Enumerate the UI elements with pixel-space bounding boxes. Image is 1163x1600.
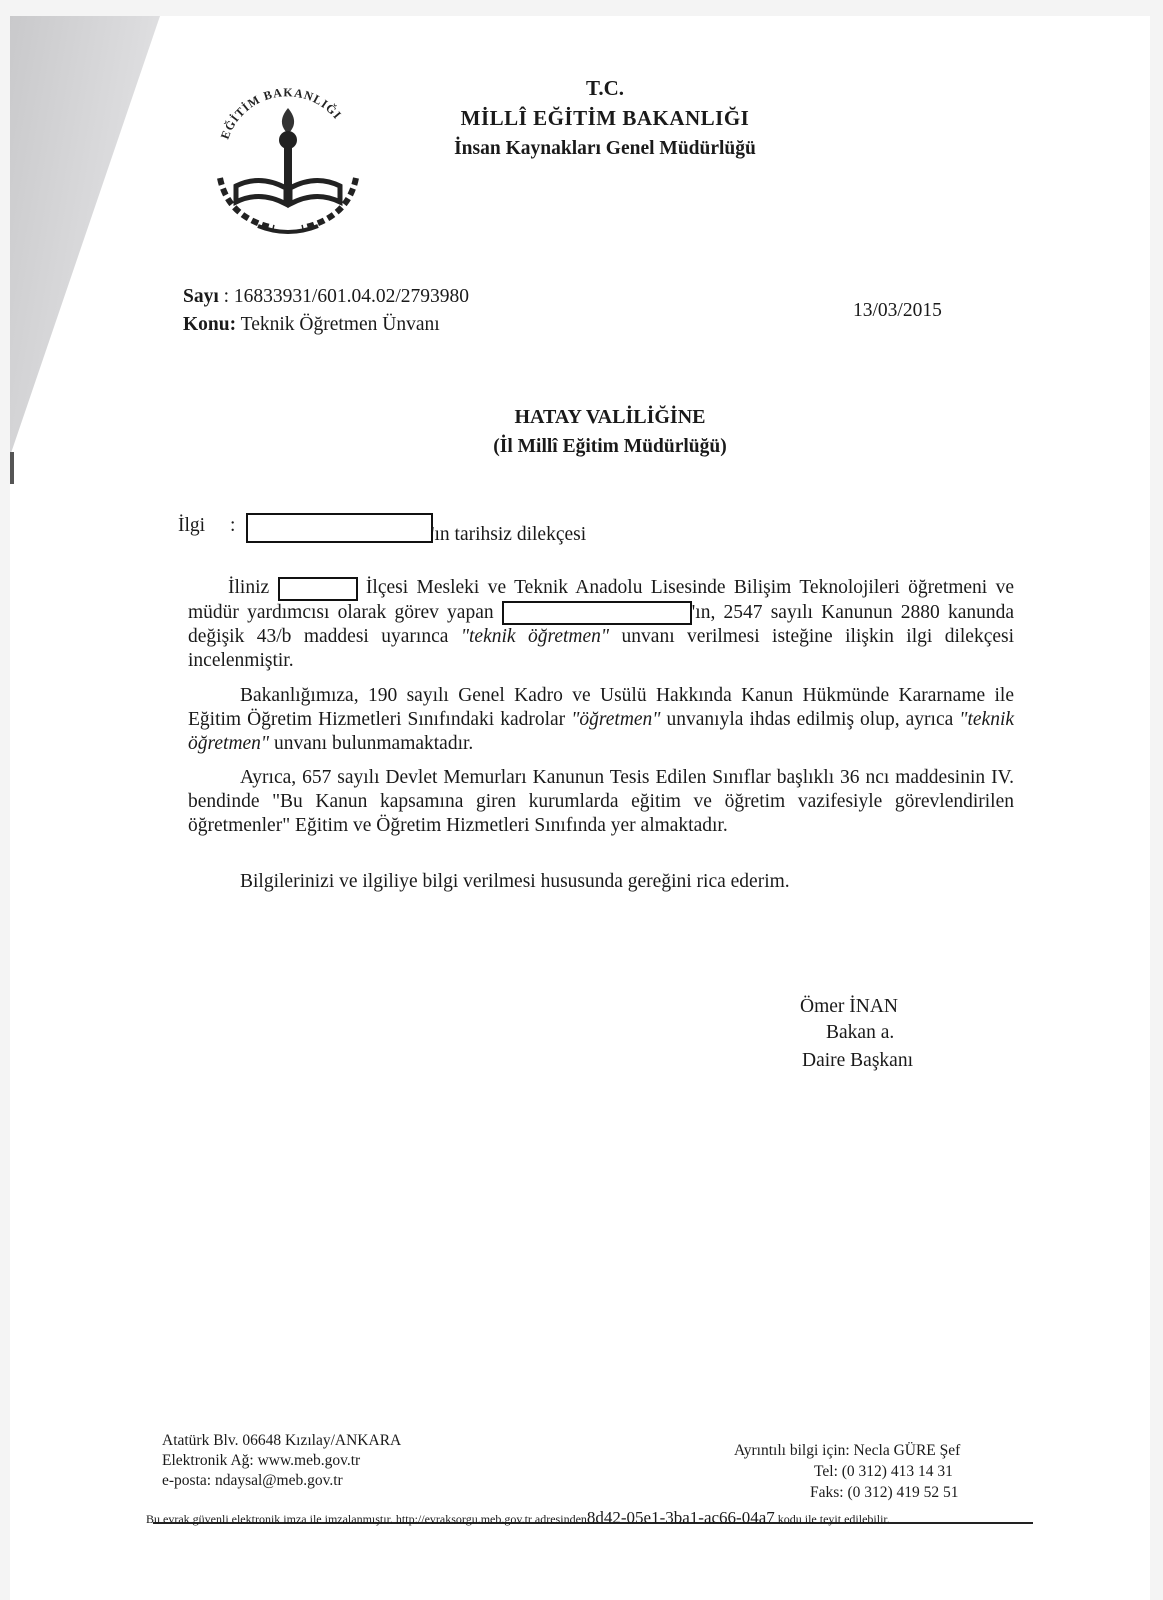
document-date: 13/03/2015 [853, 300, 942, 321]
header-tc: T.C. [585, 76, 625, 100]
logo-arc-text: EĞİTİM BAKANLIĞI [217, 85, 345, 142]
p1-text-e: unvanı verilmesi isteğine ilişkin ilgi dilekçesi incelenmiştir. [188, 626, 1015, 672]
p2-text-e: unvanı bulunmamaktadır. [274, 733, 474, 754]
footer-tel: Tel: (0 312) 413 14 31 [814, 1463, 953, 1480]
p2-text-a: Bakanlığımıza, 190 sayılı Genel Kadro ve Usülü Hakkında Kanun Hükmünde Kararname ile Eğitim Öğretim Hizmetleri Sınıfındaki kadrolar [188, 685, 1014, 730]
p2-text-c: unvanıyla ihdas edilmiş olup, ayrıca [666, 709, 954, 730]
verify-text-a: Bu evrak güvenli elektronik imza ile imzalanmıştır. http://evraksorgu.meb.gov.tr adresinden [146, 1512, 587, 1526]
verify-text-b: kodu ile teyit edilebilir. [777, 1512, 890, 1526]
signatory-title-1: Bakan a. [826, 1022, 895, 1043]
verify-code: 8d42-05e1-3ba1-ac66-04a7 [586, 1508, 775, 1527]
paragraph-1 [188, 576, 1014, 673]
verification-line [146, 1508, 1026, 1528]
konu-value: Teknik Öğretmen Ünvanı [240, 314, 440, 335]
p1-text-a: İliniz [228, 577, 270, 598]
sayi-value: : 16833931/601.04.02/2793980 [223, 286, 470, 307]
paragraph-4 [188, 870, 1014, 894]
addressee-line2: (İl Millî Eğitim Müdürlüğü) [493, 436, 727, 457]
ilgi-colon: : [230, 515, 236, 536]
redaction-box [278, 577, 358, 601]
footer-contact: Ayrıntılı bilgi için: Necla GÜRE Şef [734, 1442, 961, 1459]
document-page [10, 16, 1150, 1600]
paragraph-2 [188, 684, 1014, 756]
ilgi-suffix: 'ın tarihsiz dilekçesi [431, 524, 587, 545]
ministry-logo [198, 68, 378, 248]
p4-text: Bilgilerinizi ve ilgiliye bilgi verilmesi hususunda gereğini rica ederim. [240, 871, 790, 892]
footer-web: Elektronik Ağ: www.meb.gov.tr [162, 1452, 361, 1469]
sayi-line [183, 284, 469, 309]
header-ministry: MİLLÎ EĞİTİM BAKANLIĞI [460, 106, 750, 130]
header-directorate: İnsan Kaynakları Genel Müdürlüğü [454, 138, 756, 159]
p1-text-d: "teknik öğretmen" [460, 626, 610, 648]
page-fold-edge [10, 452, 14, 484]
konu-line [183, 312, 440, 337]
p2-text-d: "teknik öğretmen" [188, 709, 1015, 754]
konu-label: Konu: [183, 314, 237, 335]
addressee-line1: HATAY VALİLİĞİNE [514, 406, 706, 428]
signatory-title-2: Daire Başkanı [802, 1050, 914, 1071]
sayi-label: Sayı [183, 286, 219, 307]
p1-text-c: 'ın, 2547 sayılı Kanunun 2880 kanunda değişik 43/b maddesi uyarınca [188, 601, 1015, 648]
redaction-box [246, 513, 433, 543]
footer-address: Atatürk Blv. 06648 Kızılay/ANKARA [162, 1432, 402, 1449]
paragraph-3 [188, 766, 1014, 838]
p3-text: Ayrıca, 657 sayılı Devlet Memurları Kanunun Tesis Edilen Sınıflar başlıklı 36 ncı maddesinin IV. bendinde "Bu Kanun kapsamına giren kurumlarda eğitim ve öğretim vazifesiyle görevlendirilen öğretmenler" Eğitim ve Öğretim Hizmetleri Sınıfında yer almaktadır. [188, 767, 1014, 836]
redaction-box [502, 601, 692, 625]
svg-text:EĞİTİM BAKANLIĞI [218, 85, 345, 141]
ilgi-label: İlgi [178, 515, 206, 536]
p1-text-b: İlçesi Mesleki ve Teknik Anadolu Lisesinde Bilişim Teknolojileri öğretmeni ve müdür yardımcısı olarak görev yapan [188, 577, 1015, 623]
footer-fax: Faks: (0 312) 419 52 51 [810, 1484, 959, 1501]
page-fold-shadow [10, 16, 160, 456]
p2-text-b: "öğretmen" [571, 709, 661, 730]
footer-email: e-posta: ndaysal@meb.gov.tr [162, 1472, 343, 1489]
signatory-name: Ömer İNAN [800, 996, 899, 1017]
